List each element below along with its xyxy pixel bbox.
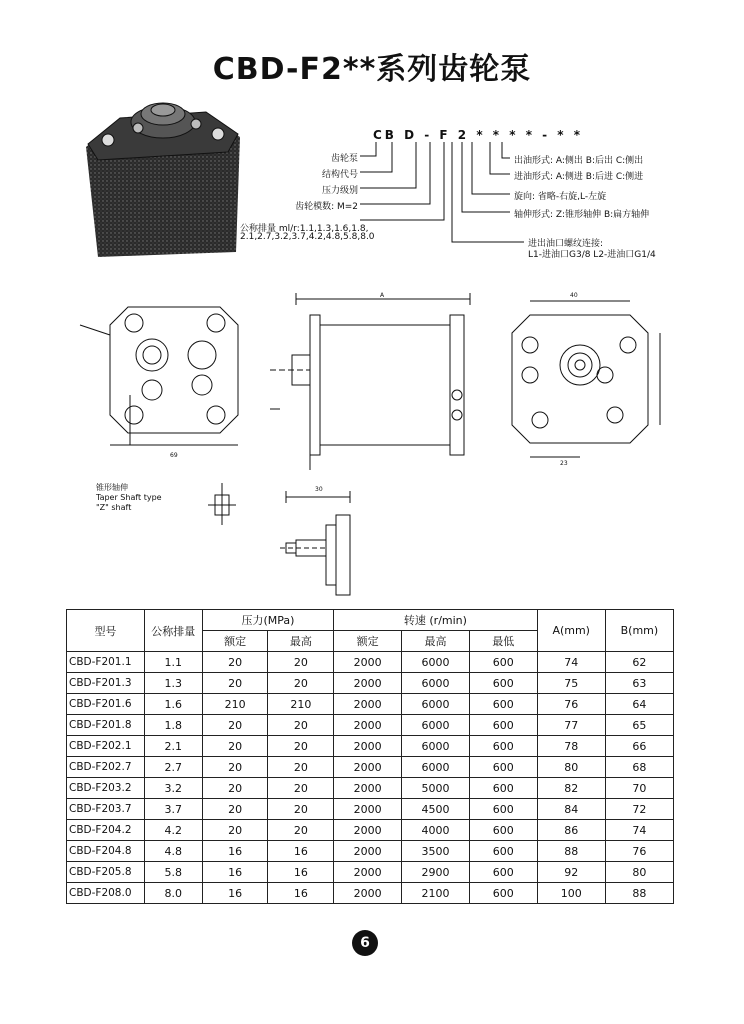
table-cell: 74 [605, 820, 673, 841]
table-cell: 65 [605, 715, 673, 736]
dim-30-label: 30 [315, 486, 323, 493]
model-cell: CBD-F205.8 [67, 862, 145, 883]
spec-table [66, 609, 674, 904]
model-code: CB D - F 2 * * * * - * * [373, 128, 584, 142]
label-shaft-type: 轴伸形式: Z:锥形轴伸 B:扁方轴伸 [514, 210, 650, 220]
table-cell: 2000 [334, 673, 402, 694]
table-cell: 600 [469, 778, 537, 799]
table-cell: 16 [202, 862, 268, 883]
table-cell: 80 [537, 757, 605, 778]
table-cell: 2900 [402, 862, 470, 883]
label-gear-module: 齿轮模数: M=2 [295, 202, 358, 212]
table-cell: 1.8 [144, 715, 202, 736]
side-view-drawing [270, 293, 470, 470]
table-cell: 74 [537, 652, 605, 673]
front-view-drawing [80, 307, 238, 445]
header-pressure-rated: 额定 [202, 631, 268, 652]
rear-view-drawing [512, 301, 660, 457]
table-cell: 70 [605, 778, 673, 799]
table-cell: 8.0 [144, 883, 202, 904]
table-cell: 84 [537, 799, 605, 820]
table-cell: 78 [537, 736, 605, 757]
model-cell: CBD-F201.3 [67, 673, 145, 694]
label-displacement-1: 公称排量 ml/r:1.1,1.3,1.6,1.8, [240, 224, 369, 234]
table-cell: 64 [605, 694, 673, 715]
label-outlet-type: 出油形式: A:侧出 B:后出 C:侧出 [514, 156, 644, 166]
table-cell: 16 [202, 883, 268, 904]
table-cell: 88 [605, 883, 673, 904]
table-cell: 20 [202, 799, 268, 820]
table-cell: 20 [202, 673, 268, 694]
table-cell: 600 [469, 673, 537, 694]
dim-a-label: A [380, 292, 385, 299]
header-speed: 转速 (r/min) [334, 610, 537, 631]
table-cell: 20 [268, 736, 334, 757]
table-row [67, 694, 674, 715]
table-cell: 600 [469, 862, 537, 883]
table-cell: 77 [537, 715, 605, 736]
table-cell: 2000 [334, 652, 402, 673]
model-cell: CBD-F203.2 [67, 778, 145, 799]
table-cell: 76 [537, 694, 605, 715]
table-cell: 4.8 [144, 841, 202, 862]
header-pressure-max: 最高 [268, 631, 334, 652]
table-cell: 20 [268, 820, 334, 841]
table-cell: 20 [268, 715, 334, 736]
model-cell: CBD-F201.6 [67, 694, 145, 715]
table-cell: 20 [202, 715, 268, 736]
shaft-label-cn: 锥形轴伸 [96, 483, 128, 492]
table-cell: 2000 [334, 820, 402, 841]
model-cell: CBD-F201.1 [67, 652, 145, 673]
model-cell: CBD-F203.7 [67, 799, 145, 820]
table-cell: 6000 [402, 736, 470, 757]
shaft-detail-drawing [208, 483, 350, 595]
table-cell: 16 [268, 841, 334, 862]
dim-25-label: 23 [560, 460, 568, 467]
page-title: CBD-F2**系列齿轮泵 [212, 52, 532, 87]
shaft-label-z: "Z" shaft [96, 503, 132, 512]
table-cell: 72 [605, 799, 673, 820]
table-cell: 1.3 [144, 673, 202, 694]
table-row [67, 862, 674, 883]
model-cell: CBD-F204.2 [67, 820, 145, 841]
table-row [67, 883, 674, 904]
table-cell: 80 [605, 862, 673, 883]
table-row [67, 736, 674, 757]
table-cell: 600 [469, 715, 537, 736]
table-cell: 75 [537, 673, 605, 694]
label-port-sizes: L1-进油口G3/8 L2-进油口G1/4 [528, 250, 656, 260]
table-cell: 600 [469, 757, 537, 778]
table-cell: 6000 [402, 757, 470, 778]
label-gear-pump: 齿轮泵 [330, 154, 358, 164]
table-cell: 600 [469, 736, 537, 757]
model-cell: CBD-F201.8 [67, 715, 145, 736]
header-speed-rated: 额定 [334, 631, 402, 652]
table-cell: 68 [605, 757, 673, 778]
table-cell: 66 [605, 736, 673, 757]
model-cell: CBD-F202.7 [67, 757, 145, 778]
header-model: 型号 [67, 610, 145, 652]
table-cell: 6000 [402, 652, 470, 673]
table-cell: 3.2 [144, 778, 202, 799]
model-cell: CBD-F208.0 [67, 883, 145, 904]
table-cell: 88 [537, 841, 605, 862]
page-number: 6 [352, 930, 378, 956]
table-cell: 100 [537, 883, 605, 904]
table-cell: 2000 [334, 736, 402, 757]
dim-bottom-label: 69 [170, 452, 178, 459]
table-cell: 2000 [334, 778, 402, 799]
table-cell: 6000 [402, 715, 470, 736]
table-cell: 600 [469, 799, 537, 820]
label-port-thread: 进出油口螺纹连接: [528, 239, 604, 249]
table-row [67, 820, 674, 841]
table-cell: 600 [469, 883, 537, 904]
table-cell: 20 [268, 799, 334, 820]
table-cell: 6000 [402, 694, 470, 715]
shaft-label-en: Taper Shaft type [96, 493, 162, 502]
table-cell: 210 [202, 694, 268, 715]
table-cell: 2000 [334, 694, 402, 715]
technical-drawings [70, 285, 680, 605]
label-rotation: 旋向: 省略-右旋,L-左旋 [514, 192, 607, 202]
shaft-type-caption [96, 483, 162, 513]
table-cell: 2000 [334, 715, 402, 736]
model-cell: CBD-F202.1 [67, 736, 145, 757]
table-cell: 2000 [334, 841, 402, 862]
table-cell: 600 [469, 820, 537, 841]
table-row [67, 652, 674, 673]
table-cell: 20 [202, 652, 268, 673]
table-cell: 4.2 [144, 820, 202, 841]
table-cell: 210 [268, 694, 334, 715]
dim-top-label: 40 [570, 292, 578, 299]
table-cell: 20 [268, 652, 334, 673]
table-row [67, 757, 674, 778]
table-cell: 92 [537, 862, 605, 883]
label-pressure-level: 压力级别 [321, 186, 358, 196]
header-speed-min: 最低 [469, 631, 537, 652]
table-cell: 1.1 [144, 652, 202, 673]
label-structure-code: 结构代号 [321, 170, 358, 180]
table-cell: 2.7 [144, 757, 202, 778]
table-cell: 2000 [334, 799, 402, 820]
table-row [67, 673, 674, 694]
model-cell: CBD-F204.8 [67, 841, 145, 862]
table-cell: 16 [268, 883, 334, 904]
table-cell: 2100 [402, 883, 470, 904]
table-row [67, 841, 674, 862]
table-cell: 20 [202, 757, 268, 778]
label-inlet-type: 进油形式: A:侧进 B:后进 C:侧进 [514, 172, 644, 182]
table-cell: 20 [202, 820, 268, 841]
table-cell: 5.8 [144, 862, 202, 883]
label-displacement-2: 2.1,2.7,3.2,3.7,4.2,4.8,5.8,8.0 [240, 232, 375, 242]
table-row [67, 715, 674, 736]
table-cell: 3500 [402, 841, 470, 862]
table-cell: 2.1 [144, 736, 202, 757]
table-cell: 5000 [402, 778, 470, 799]
header-displacement: 公称排量 [144, 610, 202, 652]
model-code-legend [240, 128, 710, 258]
table-cell: 76 [605, 841, 673, 862]
table-cell: 600 [469, 841, 537, 862]
table-row [67, 778, 674, 799]
table-cell: 600 [469, 694, 537, 715]
table-cell: 20 [268, 778, 334, 799]
header-b: B(mm) [605, 610, 673, 652]
table-cell: 4000 [402, 820, 470, 841]
table-cell: 3.7 [144, 799, 202, 820]
table-cell: 20 [268, 757, 334, 778]
table-cell: 600 [469, 652, 537, 673]
header-speed-max: 最高 [402, 631, 470, 652]
table-cell: 20 [268, 673, 334, 694]
header-pressure: 压力(MPa) [202, 610, 333, 631]
table-cell: 16 [202, 841, 268, 862]
table-cell: 1.6 [144, 694, 202, 715]
table-cell: 82 [537, 778, 605, 799]
table-cell: 20 [202, 778, 268, 799]
table-cell: 62 [605, 652, 673, 673]
table-cell: 20 [202, 736, 268, 757]
table-cell: 86 [537, 820, 605, 841]
table-cell: 16 [268, 862, 334, 883]
table-cell: 6000 [402, 673, 470, 694]
table-cell: 4500 [402, 799, 470, 820]
table-cell: 2000 [334, 757, 402, 778]
table-row [67, 799, 674, 820]
pump-photo [78, 92, 248, 262]
table-cell: 63 [605, 673, 673, 694]
table-cell: 2000 [334, 862, 402, 883]
header-a: A(mm) [537, 610, 605, 652]
table-cell: 2000 [334, 883, 402, 904]
